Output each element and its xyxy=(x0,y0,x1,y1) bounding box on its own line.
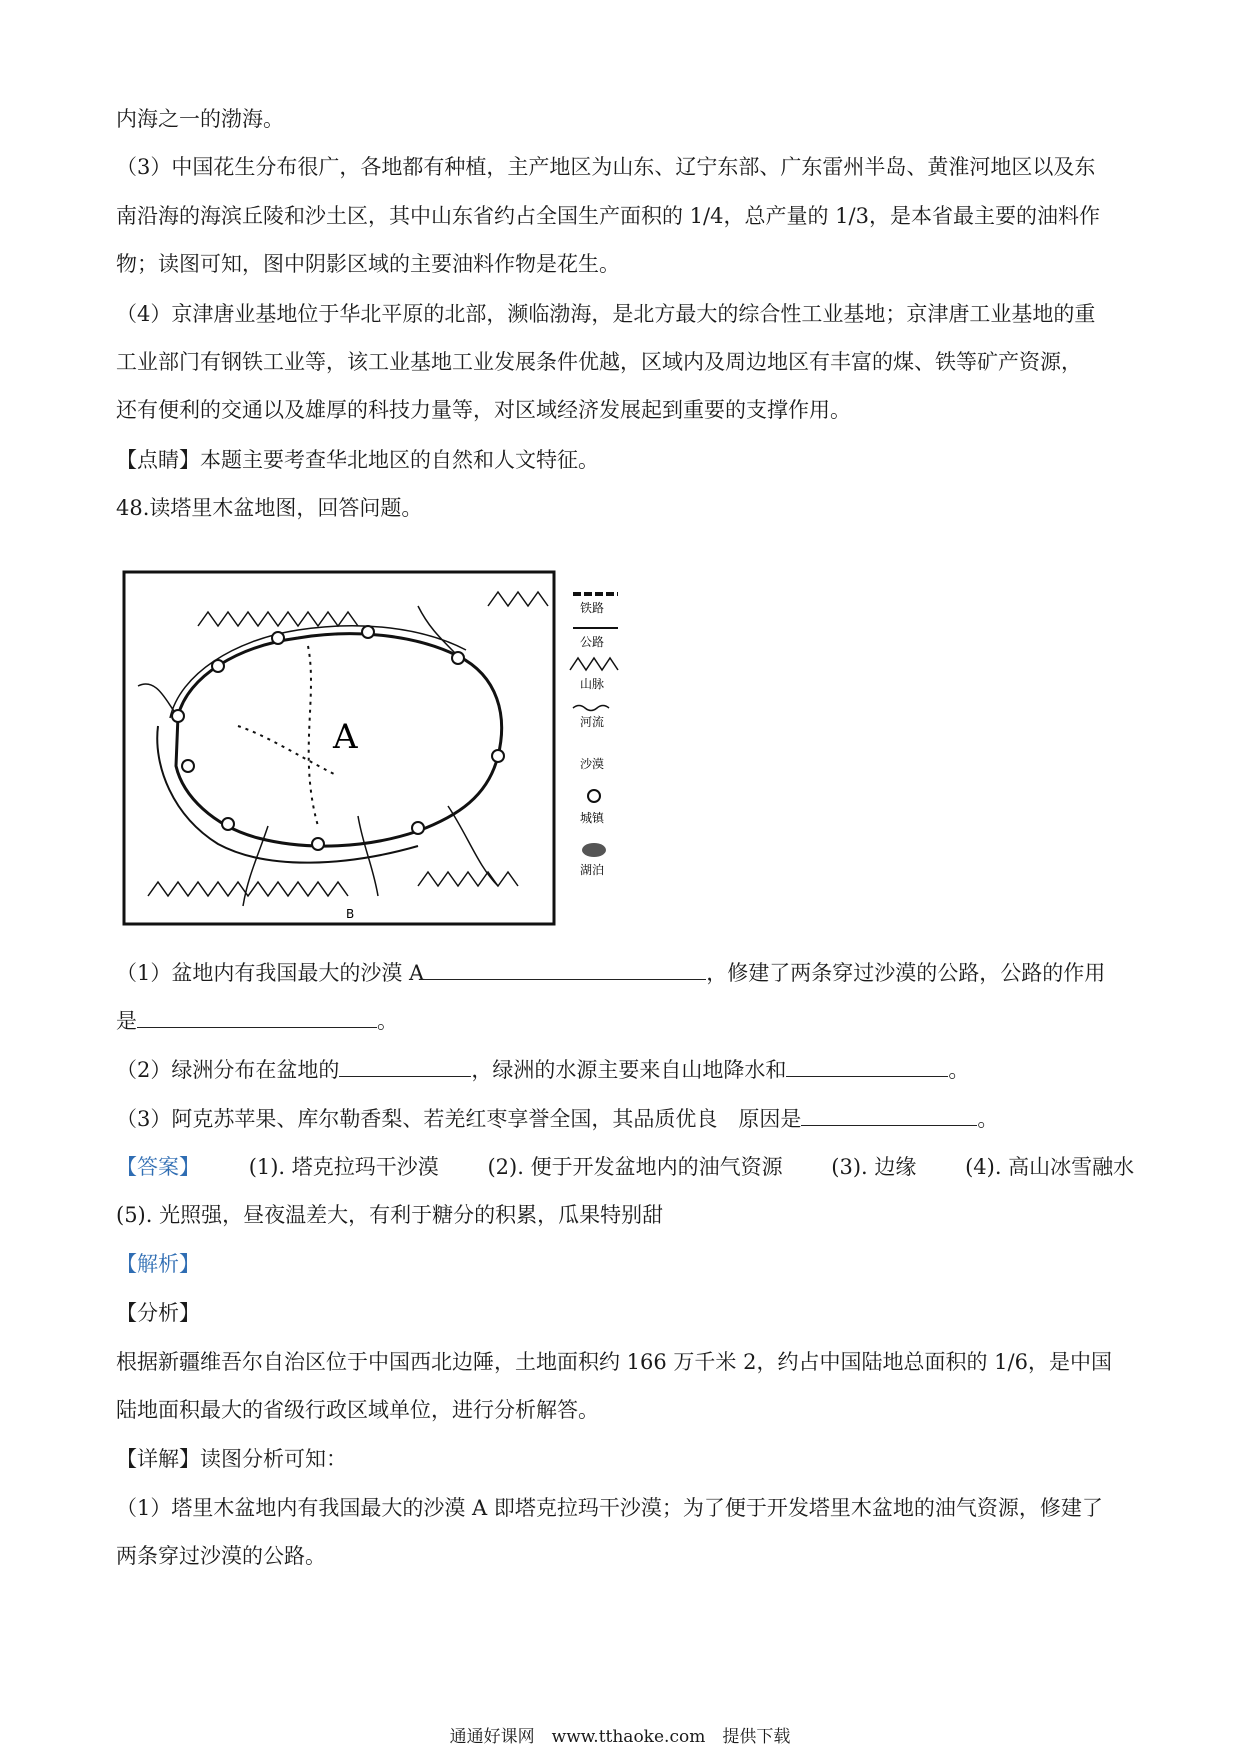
jiexi-heading: 【解析】 xyxy=(116,1252,200,1276)
desert-label-a: A xyxy=(333,717,358,757)
fenxi-heading: 【分析】 xyxy=(116,1301,200,1325)
question-48-title: 48.读塔里木盆地图，回答问题。 xyxy=(116,496,423,520)
page-footer: 通通好课网 www.tthaoke.com 提供下载 xyxy=(449,1727,791,1747)
svg-text:湖泊: 湖泊 xyxy=(580,863,605,877)
text-line-3: 南沿海的海滨丘陵和沙土区，其中山东省约占全国生产面积的 1/4，总产量的 1/3，是本省最主要的油料作 xyxy=(116,204,1100,228)
text-line-6: 工业部门有钢铁工业等，该工业基地工业发展条件优越，区域内及周边地区有丰富的煤、铁等矿产资源， xyxy=(116,350,1082,374)
svg-text:铁路: 铁路 xyxy=(580,601,605,615)
answer-tag: 【答案】 xyxy=(116,1155,200,1179)
detail-line-2: 两条穿过沙漠的公路。 xyxy=(116,1544,326,1568)
answer-blank-1[interactable] xyxy=(424,957,706,980)
svg-text:沙漠: 沙漠 xyxy=(580,757,605,771)
mountains-north xyxy=(198,612,358,626)
analysis-line-1: 根据新疆维吾尔自治区位于中国西北边陲，土地面积约 166 万千米 2，约占中国陆地总面积的 1/6，是中国 xyxy=(116,1350,1112,1374)
question-2: （2）绿洲分布在盆地的 ，绿洲的水源主要来自山地降水和 。 xyxy=(116,1054,969,1085)
question-3: （3）阿克苏苹果、库尔勒香梨、若羌红枣享誉全国，其品质优良 原因是 。 xyxy=(116,1103,998,1134)
text-line-1: 内海之一的渤海。 xyxy=(116,107,284,131)
question-1: （1）盆地内有我国最大的沙漠 A ，修建了两条穿过沙漠的公路，公路的作用 xyxy=(116,957,1105,988)
text-line-4: 物；读图可知，图中阴影区域的主要油料作物是花生。 xyxy=(116,252,620,276)
desert-highway-1 xyxy=(308,646,318,826)
text-line-7: 还有便利的交通以及雄厚的科技力量等，对区域经济发展起到重要的支撑作用。 xyxy=(116,398,851,422)
map-legend xyxy=(570,594,618,877)
tarim-basin-map xyxy=(118,566,628,936)
dianjing-line: 【点睛】本题主要考查华北地区的自然和人文特征。 xyxy=(116,448,599,472)
svg-text:山脉: 山脉 xyxy=(580,677,605,691)
answer-blank-3[interactable] xyxy=(339,1054,471,1077)
answer-blank-2[interactable] xyxy=(137,1005,377,1028)
answer-line-5: (5). 光照强，昼夜温差大，有利于糖分的积累，瓜果特别甜 xyxy=(116,1203,664,1227)
text-line-5: （4）京津唐业基地位于华北平原的北部，濒临渤海，是北方最大的综合性工业基地；京津唐工业基地的重 xyxy=(116,302,1096,326)
answer-blank-5[interactable] xyxy=(801,1103,977,1126)
text-line-2: （3）中国花生分布很广，各地都有种植，主产地区为山东、辽宁东部、广东雷州半岛、黄淮河地区以及东 xyxy=(116,155,1096,179)
question-1-cont: 是 。 xyxy=(116,1005,398,1036)
desert-highway-2 xyxy=(238,726,338,776)
answer-line: 【答案】 (1). 塔克拉玛干沙漠 (2). 便于开发盆地内的油气资源 (3). 边缘 (4). 高山冰雪融水 xyxy=(116,1155,1135,1179)
svg-text:公路: 公路 xyxy=(580,635,605,649)
xiangjie-line: 【详解】读图分析可知： xyxy=(116,1447,347,1471)
answer-blank-4[interactable] xyxy=(786,1054,948,1077)
detail-line-1: （1）塔里木盆地内有我国最大的沙漠 A 即塔克拉玛干沙漠；为了便于开发塔里木盆地的油气资源，修建了 xyxy=(116,1496,1103,1520)
svg-text:城镇: 城镇 xyxy=(580,811,605,825)
map-label-b: B xyxy=(346,907,355,921)
analysis-line-2: 陆地面积最大的省级行政区域单位，进行分析解答。 xyxy=(116,1398,599,1422)
svg-text:河流: 河流 xyxy=(580,715,605,729)
